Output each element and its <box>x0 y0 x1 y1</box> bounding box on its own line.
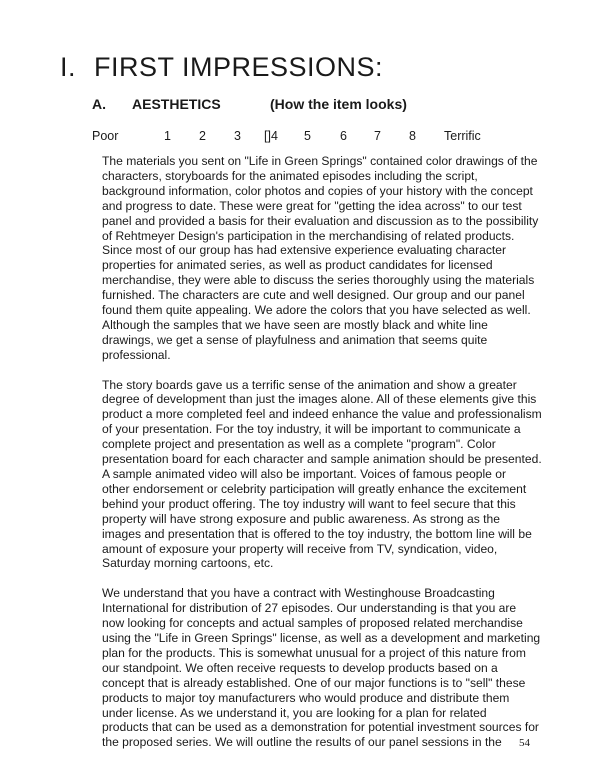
text-line: drawings, we get a sense of playfulness and animation that seems quite <box>102 332 488 347</box>
body-text <box>102 154 567 765</box>
text-line: plan for the products. This is somewhat unusual for a project of this nature from <box>102 645 526 660</box>
text-line: panel and provided a basis for their evaluation and discussion as to the possibility <box>102 213 539 228</box>
text-line: product a more completed feel and indeed enhance the value and professionalism <box>102 407 542 422</box>
rating-low-label: Poor <box>92 129 119 143</box>
text-line: products to major toy manufacturers who would produce and distribute them <box>102 690 510 705</box>
text-line: and progress to date. These were great for "getting the idea across" to our test <box>102 198 522 213</box>
text-line: property will have strong exposure and public awareness. As strong as the <box>102 511 500 526</box>
text-line: properties for animated series, as well as product candidates for licensed <box>102 258 493 273</box>
text-line: images and presentation that is offered to the toy industry, the bottom line will be <box>102 526 532 541</box>
paragraph <box>102 154 567 363</box>
text-line: other endorsement or celebrity participation will greatly enhance the excitement <box>102 481 527 496</box>
text-line: found them quite appealing. We adore the colors that you have selected as well. <box>102 303 531 318</box>
text-line: We understand that you have a contract with Westinghouse Broadcasting <box>102 586 495 601</box>
text-line: using the "Life in Green Springs" license, as well as a development and marketing <box>102 630 541 645</box>
text-line: products that can be used as a demonstration for potential investment sources for <box>102 720 539 735</box>
text-line: The story boards gave us a terrific sense of the animation and show a greater <box>102 377 517 392</box>
rating-point: 3 <box>234 129 241 143</box>
text-line: characters, storyboards for the animated episodes including the script, <box>102 168 478 183</box>
section-title-text: FIRST IMPRESSIONS: <box>94 52 384 82</box>
text-line: amount of exposure your property will receive from TV, syndication, video, <box>102 541 498 556</box>
text-line: degree of development than just the images alone. All of these elements give this <box>102 392 537 407</box>
text-line: The materials you sent on "Life in Green Springs" contained color drawings of the <box>102 154 538 168</box>
text-line: concept that is already established. One of our major functions is to "sell" these <box>102 675 526 690</box>
subsection-note: (How the item looks) <box>270 96 407 112</box>
text-line: Since most of our group has had extensive experience evaluating character <box>102 243 507 258</box>
text-line: Saturday morning cartoons, etc. <box>102 556 274 571</box>
text-line: furnished. The characters are cute and well designed. Our group and our panel <box>102 288 525 303</box>
rating-point: 2 <box>199 129 206 143</box>
text-line: now looking for concepts and actual samples of proposed related merchandise <box>102 616 523 631</box>
text-line: our standpoint. We often receive requests to develop products based on a <box>102 660 498 675</box>
section-heading <box>60 52 383 83</box>
rating-point-selected: []4 <box>264 129 278 143</box>
text-line: of your presentation. For the toy industry, it will be important to communicate a <box>102 422 521 437</box>
paragraph <box>102 378 567 572</box>
rating-scale <box>0 129 600 145</box>
text-line: A sample animated video will also be important. Voices of famous people or <box>102 467 507 482</box>
rating-point: 1 <box>164 129 171 143</box>
text-line: International for distribution of 27 episodes. Our understanding is that you are <box>102 601 517 616</box>
section-numeral: I. <box>60 52 77 82</box>
text-line: complete project and presentation as well as a complete "program". Color <box>102 437 496 452</box>
text-line: professional. <box>102 347 171 362</box>
paragraph <box>102 586 567 750</box>
text-line: presentation board for each character and sample animation should be presented. <box>102 452 542 467</box>
text-line: of Rehtmeyer Design's participation in the merchandising of related products. <box>102 228 515 243</box>
rating-point: 7 <box>374 129 381 143</box>
rating-high-label: Terrific <box>444 129 481 143</box>
rating-point: 5 <box>304 129 311 143</box>
text-line: the proposed series. We will outline the results of our panel sessions in the <box>102 735 502 750</box>
text-line: merchandise, they were able to discuss the series thoroughly using the materials <box>102 273 535 288</box>
rating-point: 6 <box>340 129 347 143</box>
text-line: behind your product offering. The toy industry will want to feel secure that this <box>102 496 516 511</box>
text-line: background information, color photos and copies of your history with the concept <box>102 183 533 198</box>
text-line: Although the samples that we have seen are mostly black and white line <box>102 317 488 332</box>
subsection-letter: A. <box>92 96 106 112</box>
page-number: 54 <box>519 737 530 749</box>
subsection-name: AESTHETICS <box>132 96 221 112</box>
rating-point: 8 <box>409 129 416 143</box>
text-line: under license. As we understand it, you are looking for a plan for related <box>102 705 487 720</box>
